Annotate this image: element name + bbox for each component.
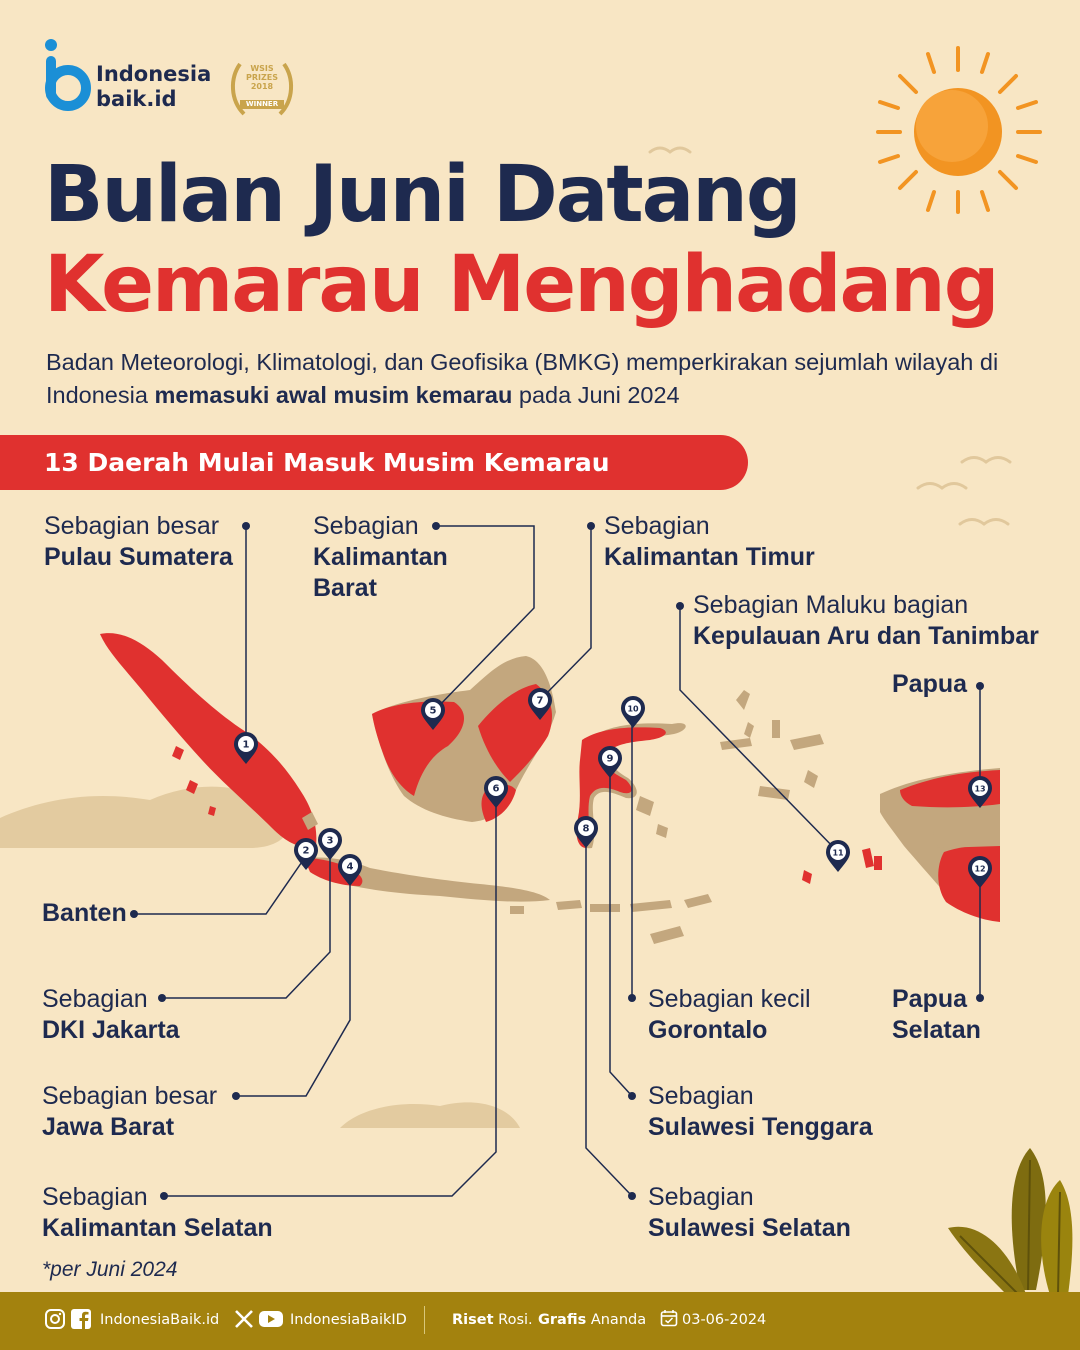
footer-date: 03-06-2024: [682, 1312, 767, 1328]
label-sulawesi-tenggara: Sebagian Sulawesi Tenggara: [648, 1082, 873, 1141]
label-sulawesi-selatan: Sebagian Sulawesi Selatan: [648, 1183, 851, 1242]
label-kalimantan-barat: Sebagian Kalimantan Barat: [313, 512, 448, 602]
x-twitter-icon[interactable]: [234, 1309, 254, 1329]
footer-bar: [0, 1292, 1080, 1350]
svg-text:12: 12: [974, 864, 986, 874]
label-kalimantan-timur: Sebagian Kalimantan Timur: [604, 512, 815, 571]
svg-text:3: 3: [326, 835, 334, 847]
brand-name: Indonesia baik.id: [96, 62, 212, 111]
svg-text:7: 7: [536, 695, 544, 707]
map-pin-4: [338, 854, 362, 886]
label-kalimantan-selatan: Sebagian Kalimantan Selatan: [42, 1183, 273, 1242]
svg-text:13: 13: [974, 784, 986, 794]
map-pin-2: [294, 838, 318, 870]
map-pin-1: [234, 732, 258, 764]
instagram-icon[interactable]: [44, 1308, 66, 1330]
map-pin-10: [621, 696, 645, 728]
footer-riset: Riset Rosi.: [452, 1312, 533, 1328]
svg-text:10: 10: [627, 704, 639, 714]
label-papua-selatan: Papua Selatan: [892, 985, 981, 1044]
page-title-line2: Kemarau Menghadang: [44, 240, 998, 330]
map-pin-11: [826, 840, 850, 872]
footer-grafis: Grafis Ananda: [538, 1312, 647, 1328]
label-maluku: Sebagian Maluku bagian Kepulauan Aru dan Tanimbar: [693, 591, 1039, 650]
award-text: WSIS PRIZES 2018: [245, 64, 279, 91]
svg-text:9: 9: [606, 753, 614, 765]
footer-social-handle-2[interactable]: IndonesiaBaikID: [290, 1312, 407, 1328]
section-banner: 13 Daerah Mulai Masuk Musim Kemarau: [0, 435, 748, 490]
map-pin-7: [528, 688, 552, 720]
footnote: *per Juni 2024: [42, 1258, 178, 1281]
label-dki-jakarta: Sebagian DKI Jakarta: [42, 985, 180, 1044]
svg-text:5: 5: [429, 705, 437, 717]
svg-text:1: 1: [242, 739, 250, 751]
label-papua: Papua: [892, 670, 968, 698]
award-badge: WINNER: [240, 100, 284, 109]
label-sumatera: Sebagian besar Pulau Sumatera: [44, 512, 233, 571]
label-jawa-barat: Sebagian besar Jawa Barat: [42, 1082, 218, 1141]
calendar-icon: [660, 1309, 678, 1327]
svg-text:4: 4: [346, 861, 354, 873]
label-gorontalo: Sebagian kecil Gorontalo: [648, 985, 811, 1044]
leaf-decor-icon: [940, 1140, 1080, 1300]
map-pin-8: [574, 816, 598, 848]
map-pin-6: [484, 776, 508, 808]
map-pin-3: [318, 828, 342, 860]
svg-text:8: 8: [582, 823, 590, 835]
footer-divider: [424, 1306, 425, 1334]
map-pin-12: [968, 856, 992, 888]
map-pin-5: [421, 698, 445, 730]
svg-text:6: 6: [492, 783, 500, 795]
map-pin-13: [968, 776, 992, 808]
svg-text:11: 11: [832, 848, 844, 858]
label-banten: Banten: [42, 899, 127, 927]
svg-text:2: 2: [302, 845, 310, 857]
footer-social-handle-1[interactable]: IndonesiaBaik.id: [100, 1312, 220, 1328]
page-title-line1: Bulan Juni Datang: [44, 150, 800, 240]
youtube-icon[interactable]: [258, 1309, 284, 1329]
intro-paragraph: Badan Meteorologi, Klimatologi, dan Geofisika (BMKG) memperkirakan sejumlah wilayah di Indonesia memasuki awal musim kemarau pada Juni 2024: [46, 349, 999, 408]
map-pin-9: [598, 746, 622, 778]
facebook-icon[interactable]: [70, 1308, 92, 1330]
